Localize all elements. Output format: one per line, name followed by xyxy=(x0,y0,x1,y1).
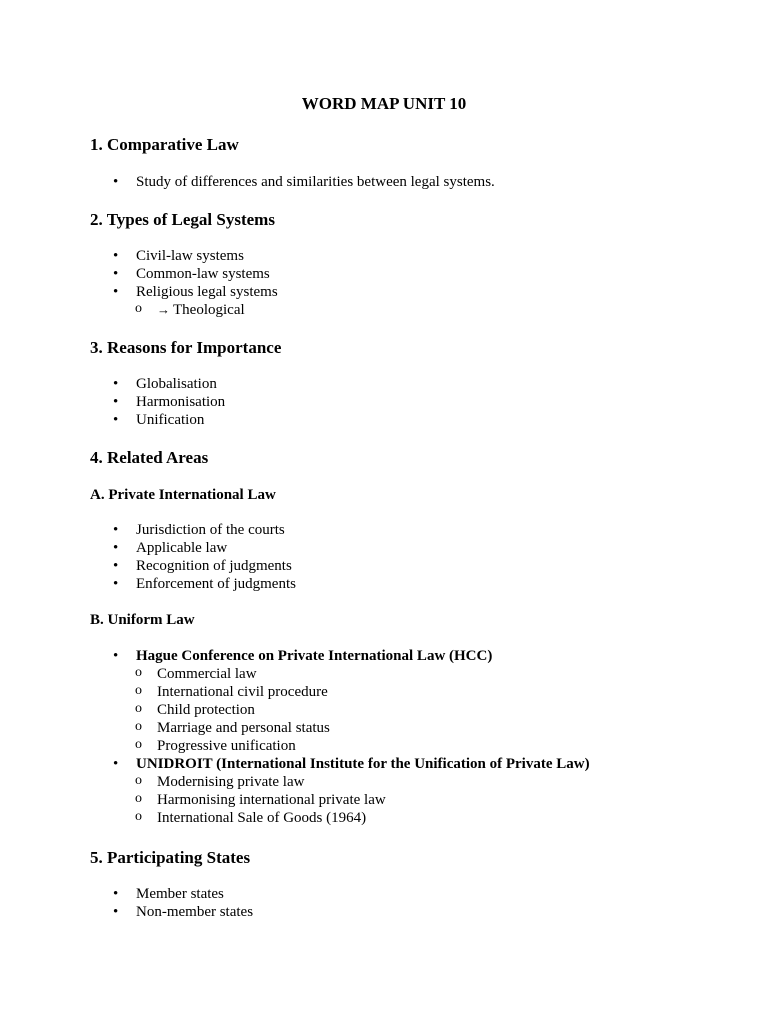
bullet-icon: • xyxy=(113,540,119,556)
bullet-icon: • xyxy=(113,904,119,920)
bullet-icon: • xyxy=(113,248,119,264)
sub-list-item: o → Theological xyxy=(135,301,245,318)
list-item: • Religious legal systems o → Theological xyxy=(113,284,278,318)
unidroit-sub-list xyxy=(113,773,590,827)
sub-list-item: o Commercial law xyxy=(135,665,257,682)
list-item-hcc: • Hague Conference on Private International Law (HCC) o Commercial law o International civil procedure o Child protection o Marriage and personal status o Progressive unification xyxy=(113,647,590,755)
section-heading-types-of-legal-systems: 2. Types of Legal Systems xyxy=(90,210,275,229)
section-heading-comparative-law: 1. Comparative Law xyxy=(90,135,239,154)
list-item: • Enforcement of judgments xyxy=(113,576,296,592)
list-item-unidroit: • UNIDROIT (International Institute for the Unification of Private Law) o Modernising private law o Harmonising international private law o International Sale of Goods (1964) xyxy=(113,756,590,826)
participating-states-list xyxy=(113,885,253,921)
circle-bullet-icon: o xyxy=(135,791,142,806)
list-item: • Non-member states xyxy=(113,904,254,920)
religious-subtypes-list xyxy=(113,301,278,319)
bullet-icon: • xyxy=(113,576,119,592)
bullet-icon: • xyxy=(113,648,119,664)
list-item: • Civil-law systems xyxy=(113,248,244,264)
list-item: • Globalisation xyxy=(113,376,217,392)
arrow-right-icon: → xyxy=(157,302,170,317)
bullet-icon: • xyxy=(113,522,119,538)
list-item: • Member states xyxy=(113,886,224,902)
bullet-icon: • xyxy=(113,284,119,300)
circle-bullet-icon: o xyxy=(135,773,142,788)
hcc-sub-list xyxy=(113,665,590,755)
list-item: • Applicable law xyxy=(113,540,228,556)
section-heading-related-areas: 4. Related Areas xyxy=(90,448,209,467)
circle-bullet-icon: o xyxy=(135,701,142,716)
list-item: • Recognition of judgments xyxy=(113,558,292,574)
private-international-law-list xyxy=(113,521,296,593)
section-heading-participating-states: 5. Participating States xyxy=(90,848,251,867)
list-item: • Jurisdiction of the courts xyxy=(113,522,285,538)
circle-bullet-icon: o xyxy=(135,719,142,734)
sub-list-item: o Modernising private law xyxy=(135,773,305,790)
bullet-icon: • xyxy=(113,376,119,392)
list-item: • Unification xyxy=(113,412,205,428)
legal-systems-list xyxy=(113,247,278,319)
sub-list-item: o Harmonising international private law xyxy=(135,791,386,808)
circle-bullet-icon: o xyxy=(135,683,142,698)
sub-list-item: o International civil procedure xyxy=(135,683,328,700)
bullet-icon: • xyxy=(113,394,119,410)
section-heading-reasons-for-importance: 3. Reasons for Importance xyxy=(90,338,282,357)
bullet-icon: • xyxy=(113,756,119,772)
sub-list-item: o Marriage and personal status xyxy=(135,719,330,736)
reasons-list xyxy=(113,375,225,429)
sub-list-item: o International Sale of Goods (1964) xyxy=(135,809,367,826)
bullet-icon: • xyxy=(113,558,119,574)
subsection-heading-private-international-law: A. Private International Law xyxy=(90,487,276,503)
list-item: • Study of differences and similarities between legal systems. xyxy=(113,174,495,190)
bullet-icon: • xyxy=(113,412,119,428)
list-item: • Harmonisation xyxy=(113,394,226,410)
circle-bullet-icon: o xyxy=(135,301,142,316)
circle-bullet-icon: o xyxy=(135,665,142,680)
uniform-law-list xyxy=(113,647,590,827)
bullet-icon: • xyxy=(113,886,119,902)
subsection-heading-uniform-law: B. Uniform Law xyxy=(90,612,195,628)
circle-bullet-icon: o xyxy=(135,809,142,824)
sub-list-item: o Child protection xyxy=(135,701,255,718)
document-title: WORD MAP UNIT 10 xyxy=(301,94,467,113)
list-item: • Common-law systems xyxy=(113,266,270,282)
bullet-icon: • xyxy=(113,266,119,282)
sub-list-item: o Progressive unification xyxy=(135,737,296,754)
bullet-icon: • xyxy=(113,174,119,190)
comparative-law-list xyxy=(113,173,495,191)
circle-bullet-icon: o xyxy=(135,737,142,752)
